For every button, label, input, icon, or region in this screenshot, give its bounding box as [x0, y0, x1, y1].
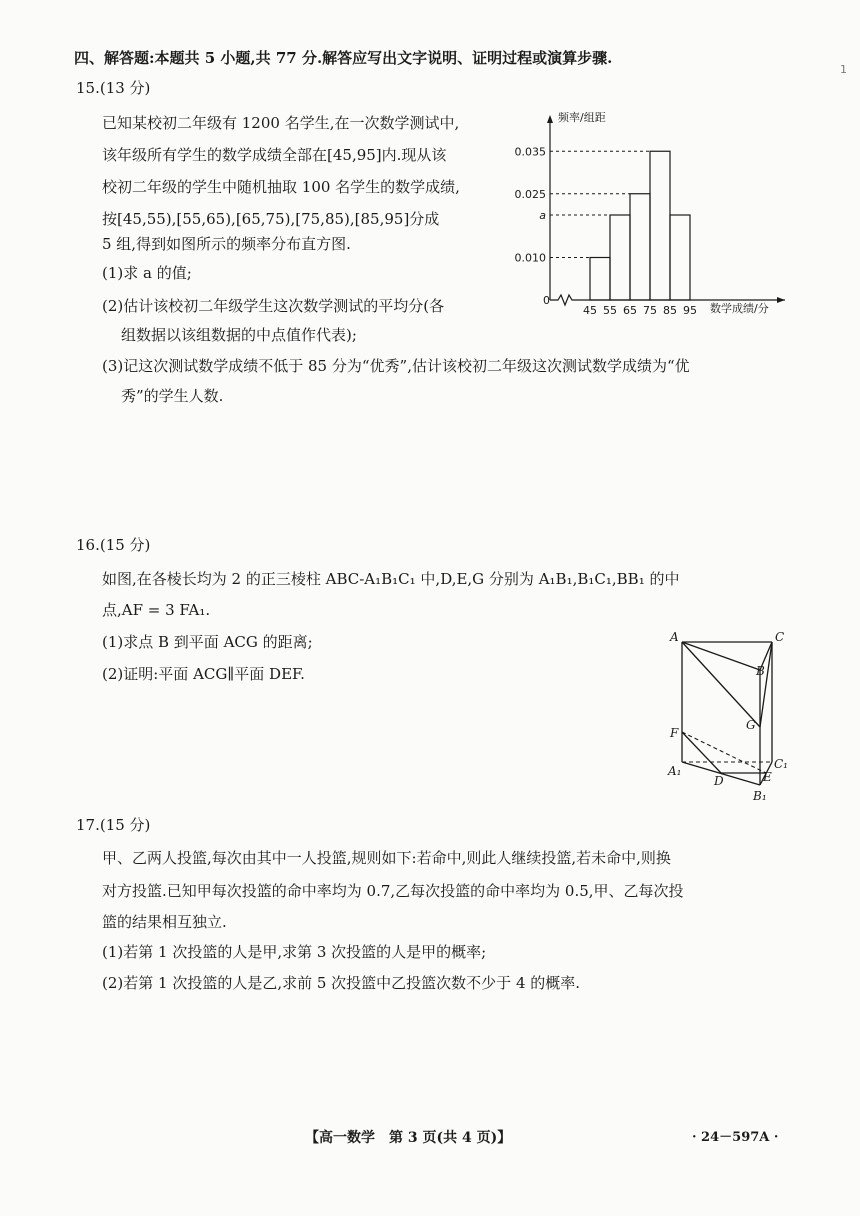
histogram-y-tick-4: 0.010 — [514, 251, 546, 265]
histogram-y-tick-1: 0.035 — [514, 145, 546, 159]
histogram-origin-label: 0 — [543, 294, 550, 307]
q16-part-1: (1)求点 B 到平面 ACG 的距离; — [102, 633, 313, 651]
histogram-bar-4 — [650, 151, 670, 300]
q17-part-1: (1)若第 1 次投篮的人是甲,求第 3 次投篮的人是甲的概率; — [102, 943, 487, 961]
footer-page-info: 【高一数学 第 3 页(共 4 页)】 — [305, 1130, 512, 1146]
q15-text-line-3: 校初二年级的学生中随机抽取 100 名学生的数学成绩, — [102, 178, 460, 196]
q15-part-2a: (2)估计该校初二年级学生这次数学测试的平均分(各 — [102, 297, 445, 315]
q16-part-2: (2)证明:平面 ACG∥平面 DEF. — [102, 665, 305, 683]
label-b: B — [756, 664, 765, 678]
label-a1: A₁ — [668, 764, 682, 778]
q15-part-2b: 组数据以该组数据的中点值作代表); — [121, 326, 357, 344]
triangular-prism-figure — [660, 625, 800, 805]
histogram-x-tick-6: 95 — [683, 304, 697, 317]
histogram-x-ticks — [583, 304, 697, 317]
label-b1: B₁ — [753, 789, 767, 803]
histogram-y-ticks — [515, 145, 547, 264]
histogram-axes — [547, 115, 785, 305]
q15-text-line-2: 该年级所有学生的数学成绩全部在[45,95]内.现从该 — [102, 146, 447, 164]
page-corner-mark: 1 — [840, 63, 847, 76]
histogram-bar-1 — [590, 258, 610, 301]
segment-fd — [682, 732, 721, 773]
histogram-x-tick-3: 65 — [623, 304, 637, 317]
histogram-bar-2 — [610, 215, 630, 300]
histogram-y-tick-2: 0.025 — [514, 187, 546, 201]
histogram-bar-5 — [670, 215, 690, 300]
q15-text-line-4: 按[45,55),[55,65),[65,75),[75,85),[85,95]分成 — [102, 210, 440, 228]
histogram-y-axis-label: 频率/组距 — [558, 111, 606, 124]
q15-part-3b: 秀”的学生人数. — [121, 387, 224, 405]
label-a: A — [670, 630, 679, 644]
label-e: E — [763, 770, 772, 784]
q17-number: 17.(15 分) — [76, 816, 151, 834]
frequency-histogram — [510, 105, 800, 325]
q17-part-2: (2)若第 1 次投篮的人是乙,求前 5 次投篮中乙投篮次数不少于 4 的概率. — [102, 974, 581, 992]
histogram-x-tick-2: 55 — [603, 304, 617, 317]
histogram-guides — [550, 151, 650, 257]
q17-text-line-1: 甲、乙两人投篮,每次由其中一人投篮,规则如下:若命中,则此人继续投篮,若未命中,则换 — [102, 849, 671, 867]
histogram-x-tick-4: 75 — [643, 304, 657, 317]
label-f: F — [670, 726, 679, 740]
q15-part-3a: (3)记这次测试数学成绩不低于 85 分为“优秀”,估计该校初二年级这次测试数学成绩为“优 — [102, 357, 690, 375]
label-c: C — [775, 630, 785, 644]
q15-number: 15.(13 分) — [76, 79, 151, 97]
histogram-y-tick-3: a — [539, 209, 546, 222]
histogram-x-axis-label: 数学成绩/分 — [710, 302, 769, 315]
histogram-x-tick-1: 45 — [583, 304, 597, 317]
q15-text-line-5: 5 组,得到如图所示的频率分布直方图. — [102, 235, 351, 253]
q16-text-line-1: 如图,在各棱长均为 2 的正三棱柱 ABC-A₁B₁C₁ 中,D,E,G 分别为 A₁B₁,B₁C₁,BB₁ 的中 — [102, 570, 680, 588]
section-heading: 四、解答题:本题共 5 小题,共 77 分.解答应写出文字说明、证明过程或演算步骤. — [74, 49, 613, 67]
histogram-x-tick-5: 85 — [663, 304, 677, 317]
q16-text-line-2: 点,AF = 3 FA₁. — [102, 601, 211, 619]
segment-ag — [682, 642, 760, 727]
histogram-x-arrow — [777, 297, 785, 303]
histogram-bar-3 — [630, 194, 650, 300]
label-c1: C₁ — [774, 757, 788, 771]
histogram-bars — [590, 151, 690, 300]
hidden-segment-fe — [682, 732, 766, 773]
q17-text-line-2: 对方投篮.已知甲每次投篮的命中率均为 0.7,乙每次投篮的命中率均为 0.5,甲、乙每次投 — [102, 882, 684, 900]
footer-code: · 24－597A · — [692, 1130, 779, 1145]
edge-ab — [682, 642, 760, 670]
q17-text-line-3: 篮的结果相互独立. — [102, 913, 227, 931]
histogram-y-arrow — [547, 115, 553, 123]
q15-part-1: (1)求 a 的值; — [102, 264, 192, 282]
label-g: G — [746, 718, 756, 732]
q15-text-line-1: 已知某校初二年级有 1200 名学生,在一次数学测试中, — [102, 114, 460, 132]
label-d: D — [714, 774, 724, 788]
q16-number: 16.(15 分) — [76, 536, 151, 554]
